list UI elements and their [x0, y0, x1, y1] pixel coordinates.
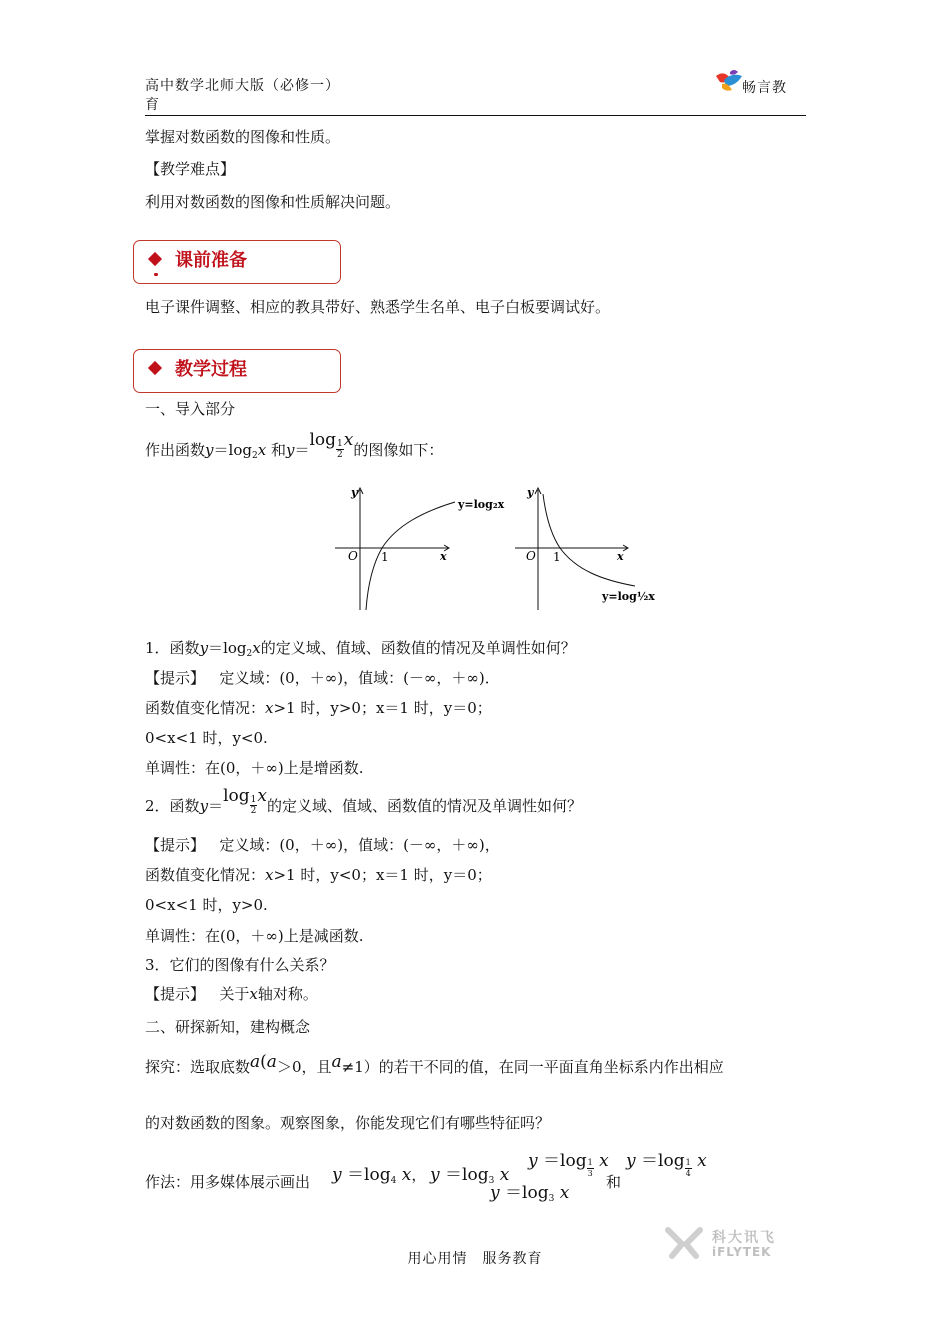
question-1-hint: 【提示】 定义域：(0，＋∞)，值域：(－∞，＋∞)． — [145, 669, 500, 687]
question-2: 2．函数y＝log $\frac{1}{2}$ x的定义域、值域、函数值的情况及单调性如何？ — [145, 786, 582, 816]
question-2-monotonicity: 单调性：在(0，＋∞)上是减函数. — [145, 927, 364, 945]
question-1-range: 0<x<1 时，y<0. — [145, 729, 268, 747]
question-3: 3．它们的图像有什么关系？ — [145, 956, 335, 974]
origin-label: O — [526, 549, 536, 563]
curve-label-log2: y=log₂x — [458, 498, 505, 511]
explore-line-1: 探究：选取底数a(a＞0，且a≠1）的若干不同的值，在同一平面直角坐标系内作出相应 — [145, 1052, 724, 1076]
header-title-continued: 育 — [145, 97, 159, 113]
question-3-hint: 【提示】 关于x轴对称。 — [145, 985, 318, 1003]
origin-label: O — [348, 549, 358, 563]
difficulty-text: 利用对数函数的图像和性质解决问题。 — [145, 193, 401, 211]
graph-log2 — [335, 486, 505, 610]
key-points-line: 掌握对数函数的图像和性质。 — [145, 128, 341, 146]
intro-heading: 一、导入部分 — [145, 400, 236, 418]
question-1-change: 函数值变化情况：x>1 时，y>0；x＝1 时，y＝0； — [145, 699, 492, 717]
axis-x-label: x — [617, 550, 624, 563]
method-and: 和 — [606, 1173, 622, 1191]
dot-icon — [154, 273, 158, 276]
section-prep — [133, 240, 341, 284]
header-title: 高中数学北师大版（必修一） — [145, 78, 340, 94]
difficulty-heading: 【教学难点】 — [145, 160, 236, 178]
diamond-bullet-icon — [148, 252, 162, 266]
brand-name: 畅言教 — [742, 80, 787, 96]
explore-heading: 二、研探新知，建构概念 — [145, 1018, 311, 1036]
formula-log3: $y =\log_3$ x — [430, 1165, 510, 1186]
formula-log3-overlap: $y =\log_3$ x — [490, 1183, 570, 1204]
diamond-bullet-icon — [148, 361, 162, 375]
intro-line: 作出函数$y=\log_2x$ 和y＝log $\frac{1}{2}$ x的图像如下： — [145, 430, 444, 461]
question-1-monotonicity: 单调性：在(0，＋∞)上是增函数. — [145, 759, 364, 777]
question-1: 1．函数$y=\log_2x$的定义域、值域、函数值的情况及单调性如何？ — [145, 639, 576, 659]
formula-log-third: y ＝log $\frac{1}{3}$ x — [528, 1151, 609, 1178]
axis-x-label: x — [440, 550, 447, 563]
footer-slogan: 用心用情 服务教育 — [407, 1251, 543, 1267]
tick-one-label: 1 — [381, 550, 389, 564]
section-process — [133, 349, 341, 393]
iflytek-logo-icon — [662, 1226, 706, 1264]
header-divider — [145, 115, 806, 116]
axis-y-label: y — [527, 486, 534, 499]
formula-log4: $y =\log_4$ x， — [332, 1165, 427, 1186]
formula-log-quarter: y ＝log $\frac{1}{4}$ x — [626, 1151, 707, 1178]
section-process-title: 教学过程 — [175, 359, 247, 380]
logo-cn-text: 科大讯飞 — [712, 1230, 776, 1246]
tick-one-label: 1 — [553, 550, 561, 564]
question-2-change: 函数值变化情况：x>1 时，y<0；x＝1 时，y＝0； — [145, 866, 492, 884]
log-graphs-figure — [330, 482, 665, 617]
method-line: 作法：用多媒体展示画出 — [145, 1173, 311, 1191]
question-2-hint: 【提示】 定义域：(0，＋∞)，值域：(－∞，＋∞)， — [145, 836, 500, 854]
prep-text: 电子课件调整、相应的教具带好、熟悉学生名单、电子白板要调试好。 — [145, 298, 611, 316]
curve-label-log-half: y=log½x — [602, 590, 655, 603]
question-2-range: 0<x<1 时，y>0. — [145, 896, 268, 914]
axis-y-label: y — [351, 486, 358, 499]
explore-line-2: 的对数函数的图象。观察图象，你能发现它们有哪些特征吗？ — [145, 1114, 551, 1132]
brand-logo-icon — [714, 68, 744, 98]
graph-log-half — [515, 486, 655, 610]
logo-en-text: iFLYTEK — [712, 1245, 772, 1259]
section-prep-title: 课前准备 — [175, 250, 247, 271]
